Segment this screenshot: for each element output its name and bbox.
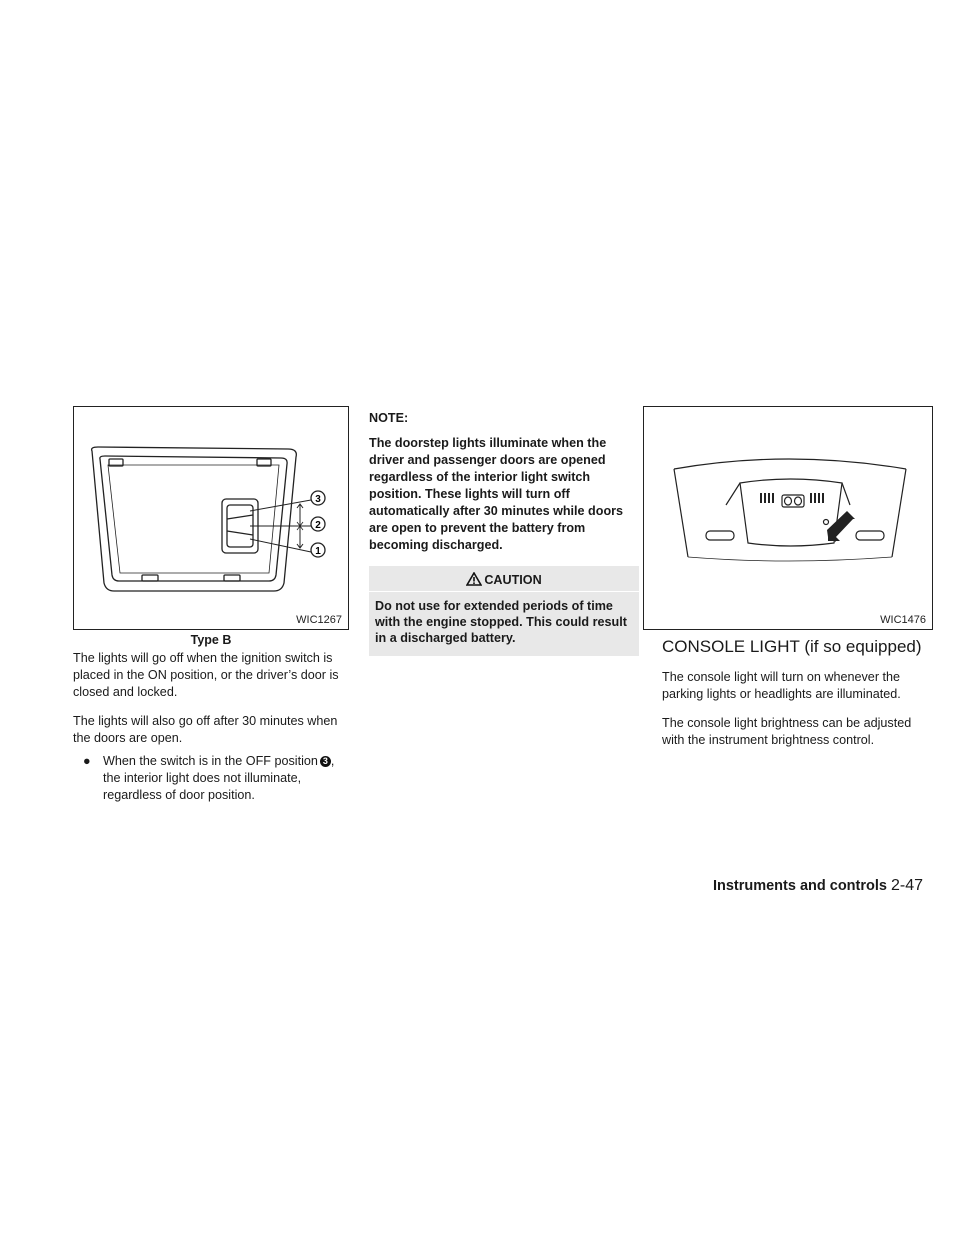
caution-text: Do not use for extended periods of time with the engine stopped. This could result in a discharged battery. — [375, 599, 627, 645]
note-heading: NOTE: — [369, 411, 409, 425]
console-light-illustration — [644, 407, 932, 629]
figure-code: WIC1267 — [296, 614, 342, 626]
caution-box — [369, 566, 639, 656]
caution-heading: CAUTION — [369, 566, 639, 592]
paragraph: The console light brightness can be adjusted with the instrument brightness control. — [662, 716, 912, 747]
figure-code: WIC1476 — [880, 614, 926, 626]
right-column — [662, 637, 934, 761]
footer-section: Instruments and controls — [712, 878, 887, 894]
callout-2: 2 — [315, 520, 321, 531]
paragraph: The lights will also go off after 30 minutes when the doors are open. — [73, 714, 338, 745]
interior-light-illustration — [74, 407, 348, 629]
paragraph: The console light will turn on whenever the parking lights or headlights are illuminated. — [662, 670, 901, 701]
circled-number-icon: 3 — [320, 756, 331, 767]
callout-1: 1 — [315, 546, 321, 557]
middle-column — [369, 411, 639, 656]
bullet-item — [83, 753, 351, 804]
section-title: CONSOLE LIGHT (if so equipped) — [662, 637, 922, 656]
page-number: 2-47 — [890, 877, 923, 894]
bullet-icon: ● — [83, 754, 91, 768]
paragraph: The lights will go off when the ignition switch is placed in the ON position, or the driver’s door is closed and locked. — [73, 651, 339, 699]
warning-icon — [466, 572, 482, 586]
callout-3: 3 — [315, 494, 321, 505]
figure-caption: Type B — [190, 633, 232, 647]
page-footer — [713, 877, 923, 895]
figure-console-light — [643, 406, 933, 630]
figure-type-b — [73, 406, 349, 630]
left-column — [73, 650, 351, 804]
note-text: The doorstep lights illuminate when the driver and passenger doors are opened regardless of the interior light switch position. These lights will turn off automatically after 30 minutes while doors are open to prevent the battery from becoming discharged. — [369, 436, 624, 552]
bullet-text: When the switch is in the OFF position 3 , the interior light does not illuminate, regardless of door position. — [103, 754, 335, 802]
